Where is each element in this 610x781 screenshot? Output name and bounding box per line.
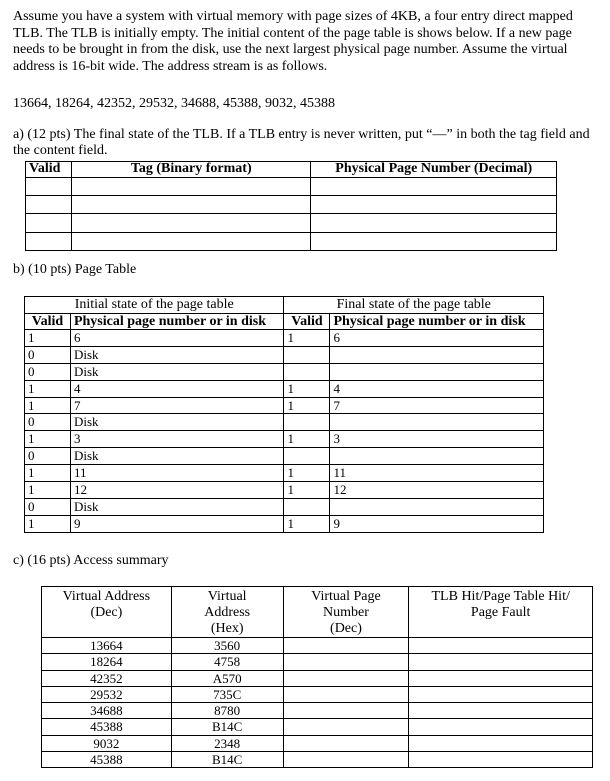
page-table-row [25,498,544,515]
part-a-label: a) (12 pts) The final state of the TLB. If a TLB entry is never written, put “—” in both the tag field and the content field. [13,127,590,158]
virtual-address-dec-cell: 29532 [42,686,172,702]
tlb-cell[interactable] [311,232,557,250]
virtual-page-number-cell[interactable] [283,654,409,670]
virtual-address-hex-cell: 3560 [171,638,283,654]
initial-valid-cell: 0 [25,448,71,465]
tlb-cell[interactable] [26,232,72,250]
tlb-outcome-cell[interactable] [409,735,593,751]
page-table-row [25,431,544,448]
virtual-address-hex-cell: B14C [171,752,283,768]
virtual-address-hex-cell: 4758 [171,654,283,670]
initial-valid-cell: 0 [25,346,71,363]
final-ppn-cell[interactable] [330,414,544,431]
access-row [42,719,593,735]
access-summary-table [41,586,593,768]
initial-ppn-cell: 7 [70,397,284,414]
initial-valid-header: Valid [25,314,71,330]
access-row [42,703,593,719]
virtual-page-number-cell[interactable] [283,752,409,768]
initial-ppn-cell: Disk [70,414,284,431]
tlb-header-ppn: Physical Page Number (Decimal) [311,162,557,178]
tlb-outcome-cell[interactable] [409,686,593,702]
tlb-header-tag: Tag (Binary format) [71,162,311,178]
page-table-row [25,397,544,414]
final-ppn-cell[interactable]: 3 [330,431,544,448]
tlb-cell[interactable] [311,196,557,214]
tlb-outcome-cell[interactable] [409,638,593,654]
final-ppn-cell[interactable] [330,346,544,363]
virtual-address-dec-cell: 18264 [42,654,172,670]
virtual-address-hex-cell: A570 [171,670,283,686]
header-line: Virtual Page [311,589,381,604]
tlb-cell[interactable] [71,178,311,196]
page-table-header-row [25,314,544,330]
final-ppn-cell[interactable]: 12 [330,482,544,499]
page-table-caption-row [25,297,544,314]
page-table-row [25,363,544,380]
tlb-cell[interactable] [71,196,311,214]
tlb-row [26,214,557,232]
initial-valid-cell: 0 [25,498,71,515]
final-valid-cell[interactable] [284,498,330,515]
final-valid-cell[interactable]: 1 [284,431,330,448]
header-virtual-address-hex [171,587,283,638]
virtual-address-hex-cell: 735C [171,686,283,702]
tlb-outcome-cell[interactable] [409,654,593,670]
page-table-row [25,414,544,431]
tlb-header-row [26,162,557,178]
final-valid-cell[interactable] [284,448,330,465]
final-valid-cell[interactable] [284,363,330,380]
initial-valid-cell: 0 [25,414,71,431]
tlb-cell[interactable] [311,178,557,196]
initial-ppn-cell: Disk [70,346,284,363]
access-row [42,752,593,768]
final-valid-cell[interactable] [284,414,330,431]
final-valid-cell[interactable]: 1 [284,465,330,482]
tlb-cell[interactable] [71,214,311,232]
initial-ppn-cell: Disk [70,448,284,465]
initial-valid-cell: 1 [25,431,71,448]
final-valid-cell[interactable]: 1 [284,397,330,414]
header-virtual-page-number [283,587,409,638]
initial-ppn-cell: 4 [70,380,284,397]
initial-valid-cell: 1 [25,380,71,397]
final-ppn-cell[interactable]: 11 [330,465,544,482]
tlb-outcome-cell[interactable] [409,752,593,768]
initial-ppn-cell: 12 [70,482,284,499]
virtual-page-number-cell[interactable] [283,638,409,654]
initial-ppn-header: Physical page number or in disk [70,314,284,330]
page-table [24,296,544,533]
address-stream: 13664, 18264, 42352, 29532, 34688, 45388, 9032, 45388 [13,96,335,111]
access-row [42,654,593,670]
page-table-row [25,482,544,499]
virtual-page-number-cell[interactable] [283,686,409,702]
virtual-address-dec-cell: 13664 [42,638,172,654]
final-ppn-cell[interactable] [330,448,544,465]
virtual-page-number-cell[interactable] [283,719,409,735]
initial-valid-cell: 0 [25,363,71,380]
virtual-page-number-cell[interactable] [283,735,409,751]
initial-valid-cell: 1 [25,482,71,499]
tlb-table [25,161,557,251]
header-line: TLB Hit/Page Table Hit/ [431,589,570,604]
tlb-cell[interactable] [71,232,311,250]
final-valid-header: Valid [284,314,330,330]
tlb-row [26,178,557,196]
final-ppn-cell[interactable]: 6 [330,330,544,347]
header-line: Virtual [207,589,247,604]
virtual-address-hex-cell: 8780 [171,703,283,719]
virtual-page-number-cell[interactable] [283,670,409,686]
initial-ppn-cell: 6 [70,330,284,347]
final-ppn-cell[interactable]: 7 [330,397,544,414]
virtual-address-dec-cell: 45388 [42,719,172,735]
tlb-cell[interactable] [26,214,72,232]
tlb-cell[interactable] [26,196,72,214]
header-line: (Dec) [330,621,362,636]
initial-ppn-cell: 3 [70,431,284,448]
tlb-header-valid: Valid [26,162,72,178]
final-ppn-cell[interactable] [330,498,544,515]
virtual-address-dec-cell: 34688 [42,703,172,719]
tlb-row [26,232,557,250]
final-valid-cell[interactable]: 1 [284,380,330,397]
header-line: Virtual Address [62,589,151,604]
page-table-row [25,346,544,363]
virtual-address-hex-cell: B14C [171,719,283,735]
final-valid-cell[interactable]: 1 [284,482,330,499]
virtual-address-hex-cell: 2348 [171,735,283,751]
tlb-cell[interactable] [311,214,557,232]
initial-valid-cell: 1 [25,397,71,414]
final-valid-cell[interactable]: 1 [284,515,330,532]
tlb-cell[interactable] [26,178,72,196]
virtual-page-number-cell[interactable] [283,703,409,719]
tlb-outcome-cell[interactable] [409,719,593,735]
page-table-row [25,448,544,465]
tlb-outcome-cell[interactable] [409,670,593,686]
tlb-outcome-cell[interactable] [409,703,593,719]
page-table-row [25,330,544,347]
header-line: Number [323,605,369,620]
initial-valid-cell: 1 [25,465,71,482]
virtual-address-dec-cell: 42352 [42,670,172,686]
page-table-row [25,380,544,397]
header-line: (Dec) [90,605,123,620]
page-table-row [25,465,544,482]
access-row [42,735,593,751]
header-tlb-outcome [409,587,593,638]
initial-ppn-cell: Disk [70,498,284,515]
header-line: (Hex) [210,621,244,636]
access-summary-header-row [42,587,593,638]
initial-valid-cell: 1 [25,330,71,347]
virtual-address-dec-cell: 45388 [42,752,172,768]
initial-ppn-cell: Disk [70,363,284,380]
final-state-caption: Final state of the page table [284,297,544,314]
final-valid-cell[interactable]: 1 [284,330,330,347]
page-table-row [25,515,544,532]
initial-ppn-cell: 9 [70,515,284,532]
header-line: Page Fault [470,605,531,620]
final-ppn-cell[interactable] [330,363,544,380]
initial-valid-cell: 1 [25,515,71,532]
initial-ppn-cell: 11 [70,465,284,482]
problem-statement: Assume you have a system with virtual memory with page sizes of 4KB, a four entry direct mapped TLB. The TLB is initially empty. The initial content of the page table is shows below. If a new page needs to be brought in from the disk, use the next largest physical page number. Assume the virtual address is 16-bit wide. The address stream is as follows. [13,9,573,74]
part-c-label: c) (16 pts) Access summary [13,553,169,568]
initial-state-caption: Initial state of the page table [25,297,284,314]
final-ppn-cell[interactable]: 9 [330,515,544,532]
tlb-row [26,196,557,214]
final-valid-cell[interactable] [284,346,330,363]
part-b-label: b) (10 pts) Page Table [13,262,137,277]
final-ppn-cell[interactable]: 4 [330,380,544,397]
header-virtual-address-dec [42,587,172,638]
virtual-address-dec-cell: 9032 [42,735,172,751]
access-row [42,686,593,702]
access-row [42,670,593,686]
header-line: Address [204,605,251,620]
final-ppn-header: Physical page number or in disk [330,314,544,330]
access-row [42,638,593,654]
